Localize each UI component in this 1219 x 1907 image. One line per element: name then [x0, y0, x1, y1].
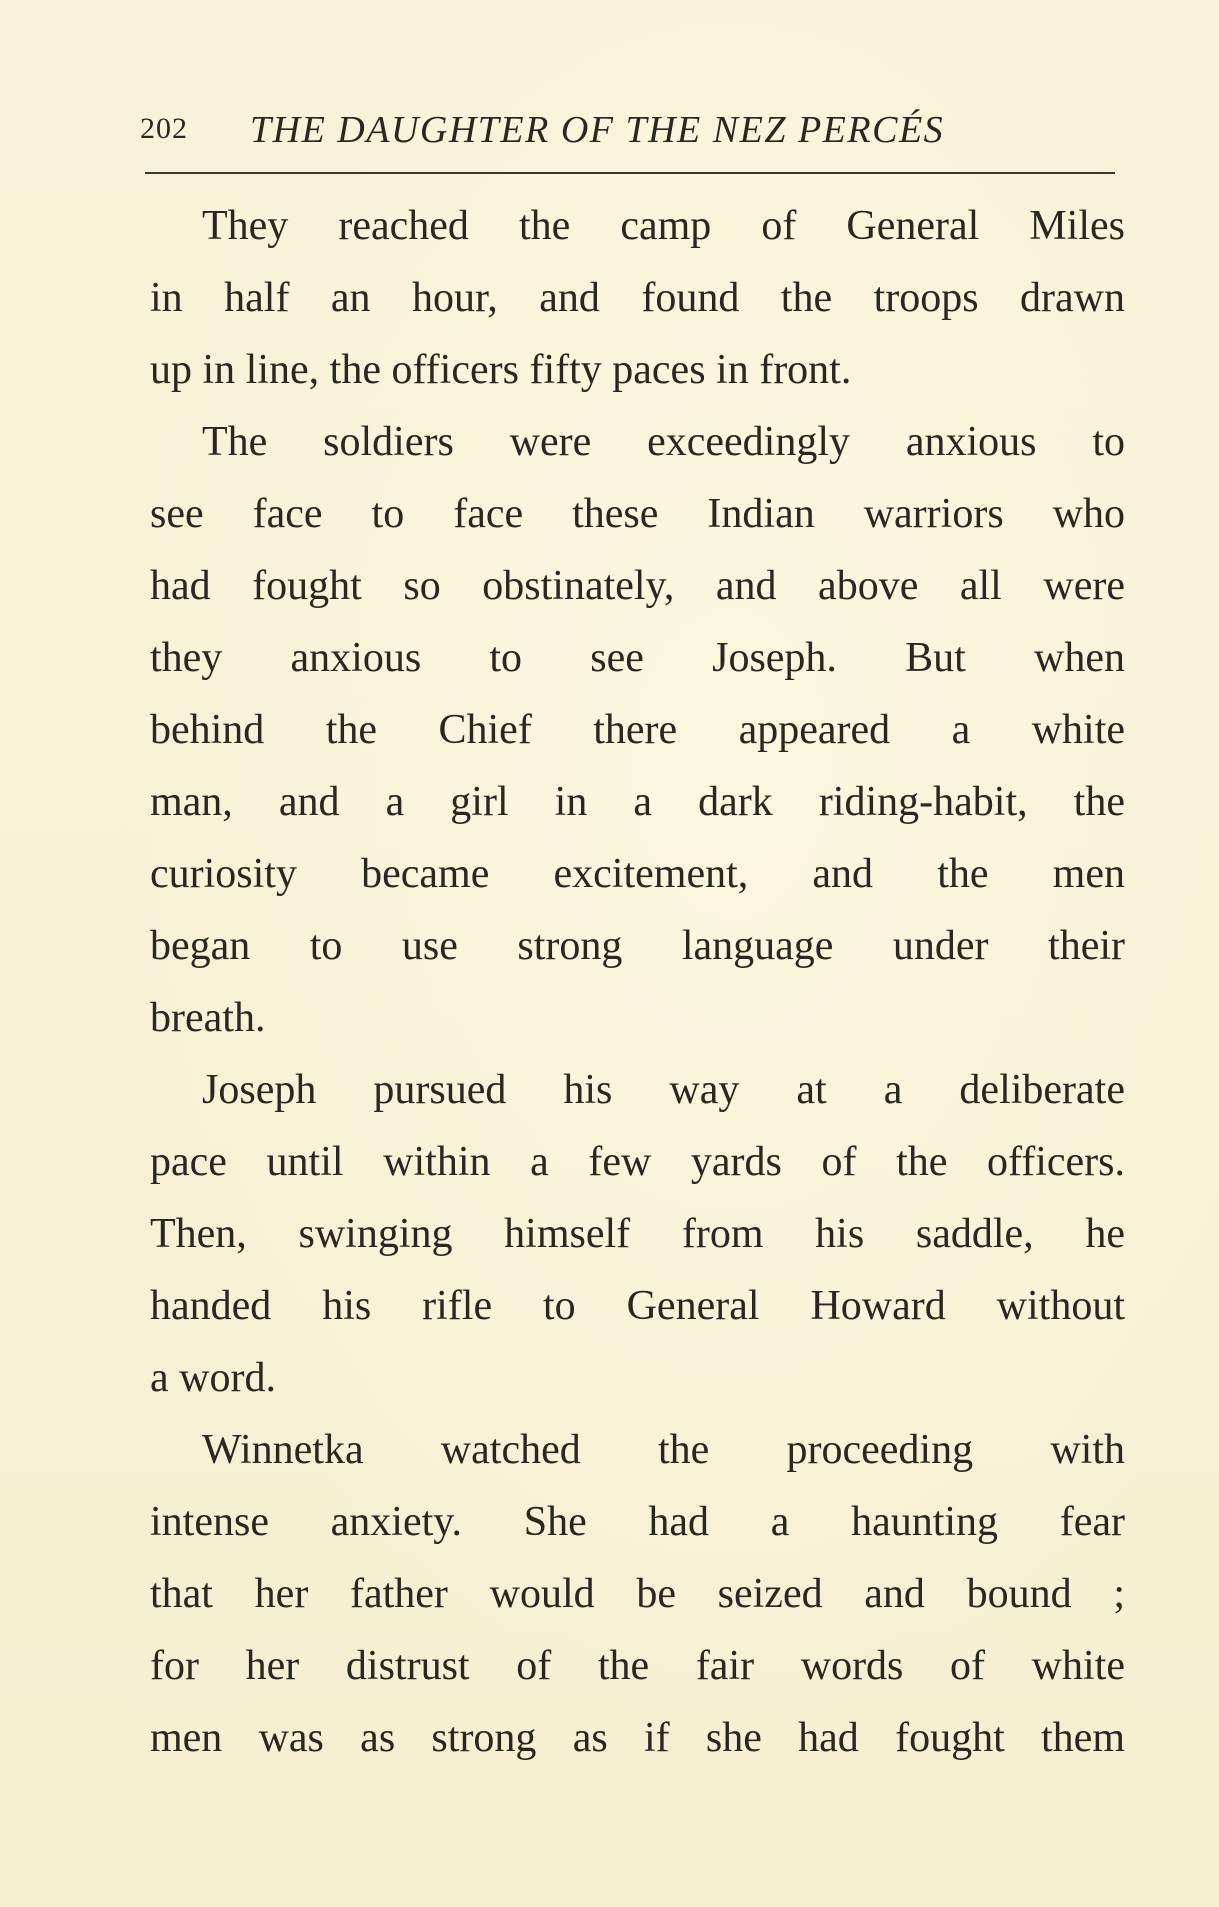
text-line: The soldiers were exceedingly anxious to: [202, 419, 1125, 465]
text-line: that her father would be seized and bound ;: [150, 1571, 1125, 1617]
text-line: curiosity became excitement, and the men: [150, 851, 1125, 897]
paragraph: [150, 190, 1125, 406]
text-line: for her distrust of the fair words of white: [150, 1643, 1125, 1689]
text-line: pace until within a few yards of the officers.: [150, 1139, 1125, 1185]
body-text: [150, 190, 1125, 1774]
text-line: had fought so obstinately, and above all were: [150, 563, 1125, 609]
text-line: intense anxiety. She had a haunting fear: [150, 1499, 1125, 1545]
text-line: in half an hour, and found the troops drawn: [150, 275, 1125, 321]
text-line: They reached the camp of General Miles: [202, 203, 1125, 249]
text-line: behind the Chief there appeared a white: [150, 707, 1125, 753]
paragraph: [150, 406, 1125, 1054]
text-line: Winnetka watched the proceeding with: [202, 1427, 1125, 1473]
text-line: breath.: [150, 995, 266, 1041]
text-line: man, and a girl in a dark riding-habit, the: [150, 779, 1125, 825]
page-number: 202: [140, 112, 188, 145]
page-header: [140, 108, 1120, 160]
paragraph: [150, 1054, 1125, 1414]
text-line: they anxious to see Joseph. But when: [150, 635, 1125, 681]
text-line: Then, swinging himself from his saddle, he: [150, 1211, 1125, 1257]
text-line: began to use strong language under their: [150, 923, 1125, 969]
running-head: THE DAUGHTER OF THE NEZ PERCÉS: [250, 109, 945, 151]
header-rule: [145, 172, 1115, 174]
text-line: handed his rifle to General Howard without: [150, 1283, 1125, 1329]
paragraph: [150, 1414, 1125, 1774]
text-line: up in line, the officers fifty paces in front.: [150, 347, 852, 393]
text-line: a word.: [150, 1355, 276, 1401]
text-line: men was as strong as if she had fought them: [150, 1715, 1125, 1761]
text-line: see face to face these Indian warriors who: [150, 491, 1125, 537]
text-line: Joseph pursued his way at a deliberate: [202, 1067, 1125, 1113]
